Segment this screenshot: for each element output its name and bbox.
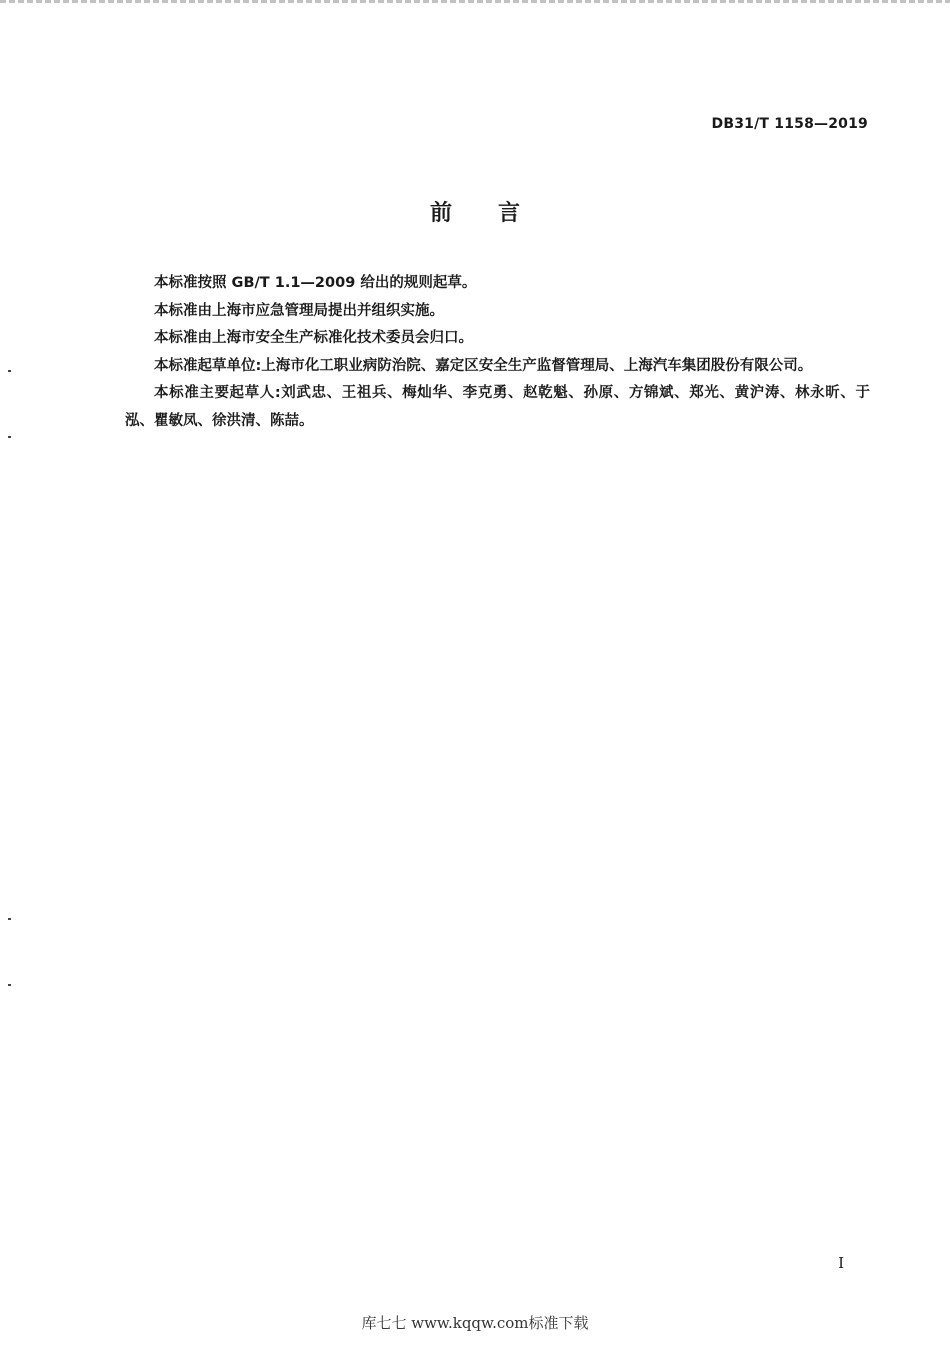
scan-top-edge [0,0,950,3]
foreword-body [125,270,870,435]
paragraph-drafting-units: 本标准起草单位:上海市化工职业病防治院、嘉定区安全生产监督管理局、上海汽车集团股份有限公司。 [154,357,813,374]
scan-margin-mark [8,984,11,986]
standard-code: DB31/T 1158—2019 [711,116,868,132]
scan-margin-mark [8,436,11,438]
paragraph-drafting-rules: 本标准按照 GB/T 1.1—2009 给出的规则起草。 [154,275,477,291]
scan-margin-mark [8,370,11,372]
paragraph-proposer: 本标准由上海市应急管理局提出并组织实施。 [154,302,444,319]
scan-margin-mark [8,918,11,920]
paragraph-drafters: 本标准主要起草人:刘武忠、王祖兵、梅灿华、李克勇、赵乾魁、孙原、方锦斌、郑光、黄沪涛、林永昕、于泓、瞿敏凤、徐洪清、陈喆。 [125,385,870,429]
page-number: I [838,1254,844,1272]
page-title: 前言 [429,201,566,226]
footer-watermark: 库七七 www.kqqw.com标准下载 [361,1314,589,1332]
paragraph-committee: 本标准由上海市安全生产标准化技术委员会归口。 [154,330,473,346]
